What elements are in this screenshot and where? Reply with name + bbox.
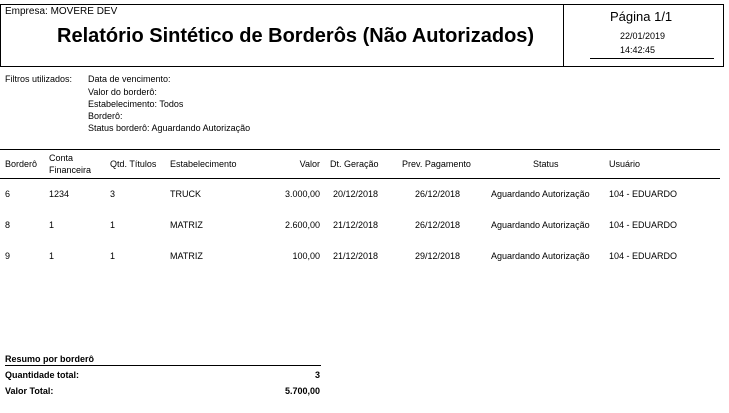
filter-bordero: Borderô: <box>88 111 123 121</box>
summary-qty-value: 3 <box>314 370 320 380</box>
cell-qtd: 3 <box>110 189 116 199</box>
cell-status: Aguardando Autorização <box>491 220 590 230</box>
summary-total-label: Valor Total: <box>5 386 54 396</box>
table-header-rule <box>0 178 720 179</box>
cell-dt-geracao: 20/12/2018 <box>333 189 379 199</box>
col-dt-geracao: Dt. Geração <box>330 159 379 169</box>
report-time: 14:42:45 <box>620 45 656 55</box>
filter-status: Status borderô: Aguardando Autorização <box>88 123 251 133</box>
cell-conta: 1 <box>49 220 55 230</box>
summary-qty-label: Quantidade total: <box>5 370 79 380</box>
cell-dt-geracao: 21/12/2018 <box>333 251 379 261</box>
filter-due-date: Data de vencimento: <box>88 74 171 84</box>
cell-dt-geracao: 21/12/2018 <box>333 220 379 230</box>
cell-conta: 1234 <box>49 189 70 199</box>
cell-qtd: 1 <box>110 251 116 261</box>
time-underline <box>590 58 714 59</box>
cell-estabelecimento: MATRIZ <box>170 220 203 230</box>
col-qtd-titulos: Qtd. Títulos <box>110 159 157 169</box>
summary-total-value: 5.700,00 <box>284 386 320 396</box>
col-valor: Valor <box>299 159 320 169</box>
cell-valor: 2.600,00 <box>284 220 320 230</box>
cell-bordero: 6 <box>5 189 11 199</box>
cell-status: Aguardando Autorização <box>491 251 590 261</box>
cell-prev-pagamento: 29/12/2018 <box>415 251 461 261</box>
cell-prev-pagamento: 26/12/2018 <box>415 189 461 199</box>
cell-prev-pagamento: 26/12/2018 <box>415 220 461 230</box>
cell-valor: 100,00 <box>292 251 320 261</box>
filter-value: Valor do borderô: <box>88 87 157 97</box>
col-estabelecimento: Estabelecimento <box>170 159 237 169</box>
col-prev-pagamento: Prev. Pagamento <box>402 159 471 169</box>
cell-conta: 1 <box>49 251 55 261</box>
col-status: Status <box>533 159 559 169</box>
cell-bordero: 8 <box>5 220 11 230</box>
report-date: 22/01/2019 <box>620 31 666 41</box>
cell-estabelecimento: MATRIZ <box>170 251 203 261</box>
cell-status: Aguardando Autorização <box>491 189 590 199</box>
page-number: Página 1/1 <box>610 9 673 24</box>
table-top-rule <box>0 149 720 150</box>
cell-qtd: 1 <box>110 220 116 230</box>
report-title: Relatório Sintético de Borderôs (Não Autorizados) <box>57 25 535 47</box>
col-bordero: Borderô <box>5 159 38 169</box>
summary-title: Resumo por borderô <box>5 354 95 364</box>
cell-bordero: 9 <box>5 251 11 261</box>
filters-label: Filtros utilizados: <box>5 74 73 84</box>
summary-rule <box>5 365 321 366</box>
filter-establishment: Estabelecimento: Todos <box>88 99 184 109</box>
col-conta-line1: Conta <box>49 153 74 163</box>
cell-usuario: 104 - EDUARDO <box>609 189 678 199</box>
col-usuario: Usuário <box>609 159 641 169</box>
company-name: Empresa: MOVERE DEV <box>5 6 118 17</box>
cell-valor: 3.000,00 <box>284 189 320 199</box>
header-divider <box>563 4 564 67</box>
cell-usuario: 104 - EDUARDO <box>609 220 678 230</box>
cell-estabelecimento: TRUCK <box>170 189 201 199</box>
col-conta-line2: Financeira <box>49 165 92 175</box>
cell-usuario: 104 - EDUARDO <box>609 251 678 261</box>
